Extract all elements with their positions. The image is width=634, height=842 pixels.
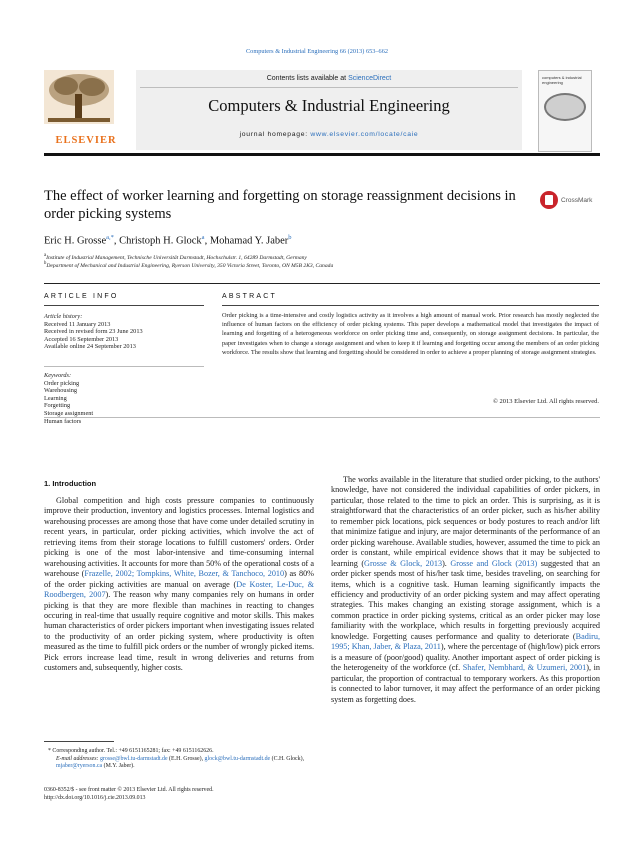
journal-homepage	[136, 131, 522, 138]
abstract-copyright: © 2013 Elsevier Ltd. All rights reserved.	[492, 398, 599, 405]
keyword: Forgetting	[44, 402, 71, 410]
crossmark-icon	[540, 191, 558, 209]
intro-heading: 1. Introduction	[44, 479, 97, 488]
info-divider	[44, 366, 204, 367]
affiliation-mark: a	[44, 253, 47, 258]
history-item: Received 11 January 2013	[44, 320, 111, 328]
body-text: ). The reason why many companies rely on humans in order picking is that they are more flexible than machines in reacting to changes occuring in real-time that usually require cognitive and motor skills. This makes human characteristics of order pickers important when investigating issues related to the productivity of an order picking system, where productivity is often measured as the time to fulfill pick orders or the number of wrongly picked items. Pick errors increase lead time, result in wrong deliveries and returns from customers and, subsequently, higher costs.	[44, 590, 315, 673]
journal-cover-thumbnail	[538, 70, 592, 152]
article-title: The effect of worker learning and forgetting on storage reassignment decisions in order picking systems	[44, 188, 516, 222]
keyword: Warehousing	[44, 387, 78, 395]
citation-link[interactable]: De Koster, Le-Duc, & Roodbergen, 2007	[44, 579, 314, 600]
body-text: ), where the percentage of (high/low) pick errors is a measure of (poor/good) quality. Another important aspect of order picking is the heterogeneity of the workforce (cf.	[331, 642, 601, 673]
affiliation-text: Institute of Industrial Management, Technische Universität Darmstadt, Hochschulstr. 1, 64289 Darmstadt, Germany	[46, 254, 307, 261]
intro-right-column	[331, 475, 600, 705]
abstract-text: Order picking is a time-intensive and costly logistics activity as it involves a high amount of manual work. Prior research has mostly neglected the influence of human factors on the efficiency of order picking systems. This paper develops a mathematical model that investigates the impact of learning and forgetting of a heterogeneous workforce on order picking time and, consequently, on storage assignment decisions. In particular, the paper investigates when to change a storage assignment and when to keep it if learning and forgetting occur among the members of an order picking workforce. The results show that learning and forgetting should be considered in order to achieve a proper planning of storage assignment strategies.	[222, 312, 599, 356]
cover-image	[544, 93, 586, 121]
email-owner: (E.H. Grosse),	[167, 755, 205, 762]
sciencedirect-link[interactable]: ScienceDirect	[348, 75, 392, 82]
corresponding-author-note	[44, 748, 314, 771]
journal-citation-link[interactable]: Computers & Industrial Engineering 66 (2013) 653–662	[245, 48, 388, 55]
history-item: Received in revised form 23 June 2013	[44, 328, 143, 336]
article-info-rule	[44, 305, 204, 306]
crossmark-badge[interactable]	[540, 191, 610, 213]
email-owner: (M.Y. Jaber).	[102, 763, 135, 770]
keyword: Order picking	[44, 379, 80, 387]
body-text: ).	[442, 558, 451, 568]
history-item: Available online 24 September 2013	[44, 343, 136, 351]
history-item: Accepted 16 September 2013	[44, 335, 119, 343]
intro-left-column	[44, 496, 314, 674]
citation-link[interactable]: Frazelle, 2002; Tompkins, White, Bozer, & Tanchoco, 2010	[84, 569, 285, 579]
author-affiliation-mark[interactable]: b	[288, 234, 292, 241]
homepage-link[interactable]: www.elsevier.com/locate/caie	[310, 131, 419, 138]
elsevier-wordmark: ELSEVIER	[55, 135, 117, 146]
history-label: Article history:	[44, 313, 83, 320]
contents-line	[136, 75, 522, 82]
banner-divider	[140, 87, 518, 88]
author-name[interactable]: Christoph H. Glock	[119, 235, 202, 247]
contents-prefix: Contents lists available at	[266, 75, 349, 82]
email-link[interactable]: glock@bwl.tu-darmstadt.de	[204, 755, 271, 762]
email-addresses	[44, 756, 314, 771]
article-history	[44, 313, 204, 351]
affiliation	[44, 261, 333, 269]
affiliation	[44, 253, 307, 261]
crossmark-label: CrossMark	[561, 196, 593, 204]
body-text: ), in particular, the proportion of contractual to temporary workers. As this proportion is connected to labor turnover, it may affect the performance of an order picking system as forgetting does.	[331, 663, 600, 704]
email-owner: (C.H. Glock),	[270, 755, 305, 762]
footnote-rule	[44, 741, 114, 742]
journal-title: Computers & Industrial Engineering	[208, 96, 450, 115]
article-info-heading: ARTICLE INFO	[44, 293, 119, 300]
citation-link[interactable]: Badiru, 1995; Khan, Jaber, & Plaza, 2011	[331, 631, 600, 652]
email-link[interactable]: grosse@bwl.tu-darmstadt.de	[99, 755, 168, 762]
elsevier-logo	[44, 70, 128, 150]
citation-link[interactable]: Grosse and Glock (2013)	[450, 558, 538, 568]
homepage-prefix: journal homepage:	[239, 131, 311, 138]
author-list	[44, 234, 292, 247]
citation-link[interactable]: Grosse & Glock, 2013	[364, 558, 443, 568]
header-rule	[44, 153, 600, 156]
abstract-rule	[222, 305, 599, 306]
citation-link[interactable]: Shafer, Nembhard, & Uzumeri, 2001	[462, 663, 587, 673]
author-name[interactable]: Eric H. Grosse	[44, 235, 107, 247]
body-text: The works available in the literature that studied order picking, to the authors' knowledge, have not considered the individual capabilities of order pickers, in particular, those related to the time to pick an order. This is surprising, as it is straightforward that the characteristics of an order picker, such as his/her ability to remember pick locations, pick sequences or body postures to reach and/or lift that minimize fatigue and injury, are major determinants of the performance of an order picking warehouse. Available studies, however, assumed the time to pick an order is constant, while empirical evidence shows that it may be subjected to learning (	[331, 475, 600, 568]
elsevier-tree-icon	[44, 70, 114, 124]
body-text: suggested that an order picker spends most of his/her task time, besides traveling, on searching for items, which is a cognitive task. Human learning significantly impacts the efficiency and productivity of an order picking system and may affect operating strategies. This makes changing an existing storage assignment, which is a common practice in order picking systems, critical as an order picker may lose familiarity with the workplace, which results in forgetting previously acquired knowledge. Forgetting causes performance and quality to deteriorate (	[331, 558, 600, 641]
author-affiliation-mark[interactable]: a,*	[106, 234, 114, 241]
author-name[interactable]: Mohamad Y. Jaber	[209, 235, 289, 247]
issn-line: 0360-8352/$ - see front matter © 2013 Elsevier Ltd. All rights reserved.	[44, 787, 214, 793]
keyword: Learning	[44, 394, 67, 402]
corresponding-author: * Corresponding author. Tel.: +49 6151165281; fax: +49 6151162626.	[48, 748, 214, 754]
body-text: Global competition and high costs pressure companies to continuously improve their production, inventory and logistics processes. Internal logistics and warehousing processes are among those that have come under detailed scrutiny in recent years, in particular, order picking activities, which involve the act of retrieving items from their storage locations to fulfill customers' orders. Order picking is one of the most labor-intensive and time-consuming internal warehousing activities. It accounts for more than 50% of the operational costs of a warehouse (	[44, 496, 314, 579]
email-label: E-mail addresses:	[56, 755, 99, 762]
body-text: ) as 80% of the order picking activities are manual on average (	[44, 569, 314, 589]
affiliation-mark: b	[44, 261, 47, 266]
keywords-label: Keywords:	[44, 372, 72, 379]
email-link[interactable]: mjaber@ryerson.ca	[56, 763, 103, 770]
doi-link[interactable]: http://dx.doi.org/10.1016/j.cie.2013.09.013	[44, 795, 146, 801]
author-separator: ,	[113, 235, 120, 247]
keyword: Storage assignment	[44, 409, 94, 417]
author-affiliation-mark[interactable]: a	[201, 234, 205, 241]
section-rule	[44, 283, 600, 284]
abstract-heading: ABSTRACT	[222, 293, 277, 300]
abstract-bottom-rule	[44, 417, 600, 418]
affiliation-text: Department of Mechanical and Industrial Engineering, Ryerson University, 350 Victoria Street, Toronto, ON M5B 2K3, Canada	[46, 262, 334, 269]
cover-title: computers & industrial engineering	[542, 75, 582, 85]
author-separator: ,	[204, 235, 210, 247]
keyword: Human factors	[44, 417, 82, 425]
